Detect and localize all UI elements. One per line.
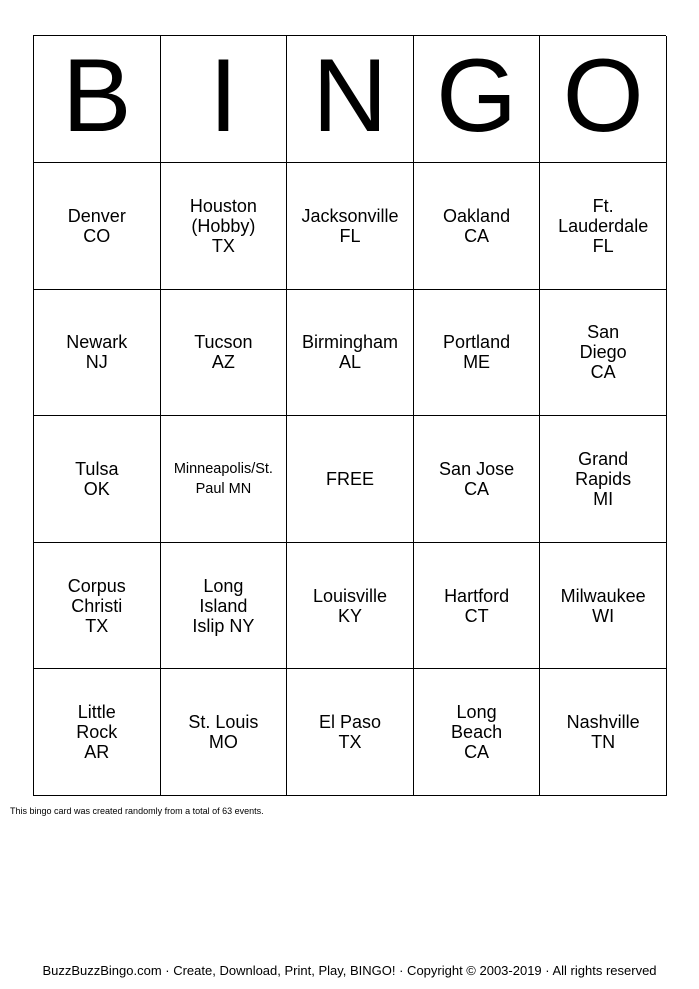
bingo-cell (161, 416, 288, 543)
bingo-cell (287, 543, 414, 670)
header-cell-i (161, 36, 288, 163)
header-letter: G (436, 38, 518, 154)
free-cell (287, 416, 414, 543)
bingo-cell (34, 669, 161, 796)
cell-label: Tulsa OK (75, 458, 119, 499)
cell-label: Newark NJ (66, 332, 128, 373)
bingo-cell (540, 669, 667, 796)
bingo-cell (414, 416, 541, 543)
cell-label: St. Louis MO (188, 712, 259, 753)
bingo-cell (414, 543, 541, 670)
bingo-cell (161, 290, 288, 417)
cell-label: Corpus Christi TX (67, 575, 126, 636)
cell-label: San Diego CA (579, 322, 627, 383)
cell-label: El Paso TX (318, 712, 381, 753)
bingo-cell (540, 543, 667, 670)
generation-note: This bingo card was created randomly from a total of 63 events. (10, 806, 264, 816)
cell-label: Grand Rapids MI (575, 448, 632, 509)
header-letter: N (312, 38, 388, 154)
bingo-cell (540, 290, 667, 417)
cell-label: Minneapolis/St. Paul MN (173, 460, 273, 497)
bingo-cell (161, 669, 288, 796)
bingo-cell (414, 290, 541, 417)
header-cell-b (34, 36, 161, 163)
bingo-cell (34, 163, 161, 290)
cell-label: Little Rock AR (76, 702, 118, 763)
header-row (34, 36, 666, 163)
bingo-cell (287, 163, 414, 290)
card-row (34, 163, 666, 290)
cell-label: Jacksonville FL (301, 205, 399, 246)
card-row (34, 416, 666, 543)
cell-label: Hartford CT (444, 585, 510, 626)
cell-label: Portland ME (443, 332, 511, 373)
bingo-cell (287, 669, 414, 796)
cell-label: Oakland CA (443, 205, 511, 246)
bingo-cell (34, 290, 161, 417)
cell-label: Denver CO (67, 205, 126, 246)
footer-copyright: BuzzBuzzBingo.com · Create, Download, Print, Play, BINGO! · Copyright © 2003-2019 · All rights reserved (42, 963, 657, 978)
card-row (34, 543, 666, 670)
bingo-cell (414, 163, 541, 290)
bingo-cell (161, 163, 288, 290)
header-letter: O (562, 38, 644, 154)
header-letter: B (62, 38, 132, 154)
cell-label: Birmingham AL (301, 332, 398, 373)
header-letter: I (208, 38, 238, 154)
header-cell-g (414, 36, 541, 163)
cell-label: Long Beach CA (451, 702, 503, 763)
bingo-cell (34, 416, 161, 543)
cell-label: Milwaukee WI (560, 585, 646, 626)
cell-label: Louisville KY (312, 585, 387, 626)
cell-label: San Jose CA (439, 458, 515, 499)
cell-label: Tucson AZ (194, 332, 253, 373)
cell-label: Long Island Islip NY (192, 575, 255, 636)
bingo-card (33, 35, 666, 796)
cell-label: Houston (Hobby) TX (189, 195, 257, 256)
cell-label: Ft. Lauderdale FL (558, 195, 649, 256)
free-label: FREE (325, 468, 374, 489)
header-cell-n (287, 36, 414, 163)
header-cell-o (540, 36, 667, 163)
bingo-cell (540, 163, 667, 290)
card-row (34, 669, 666, 796)
bingo-cell (161, 543, 288, 670)
card-row (34, 290, 666, 417)
cell-label: Nashville TN (566, 712, 640, 753)
bingo-cell (540, 416, 667, 543)
bingo-cell (414, 669, 541, 796)
bingo-cell (34, 543, 161, 670)
bingo-cell (287, 290, 414, 417)
